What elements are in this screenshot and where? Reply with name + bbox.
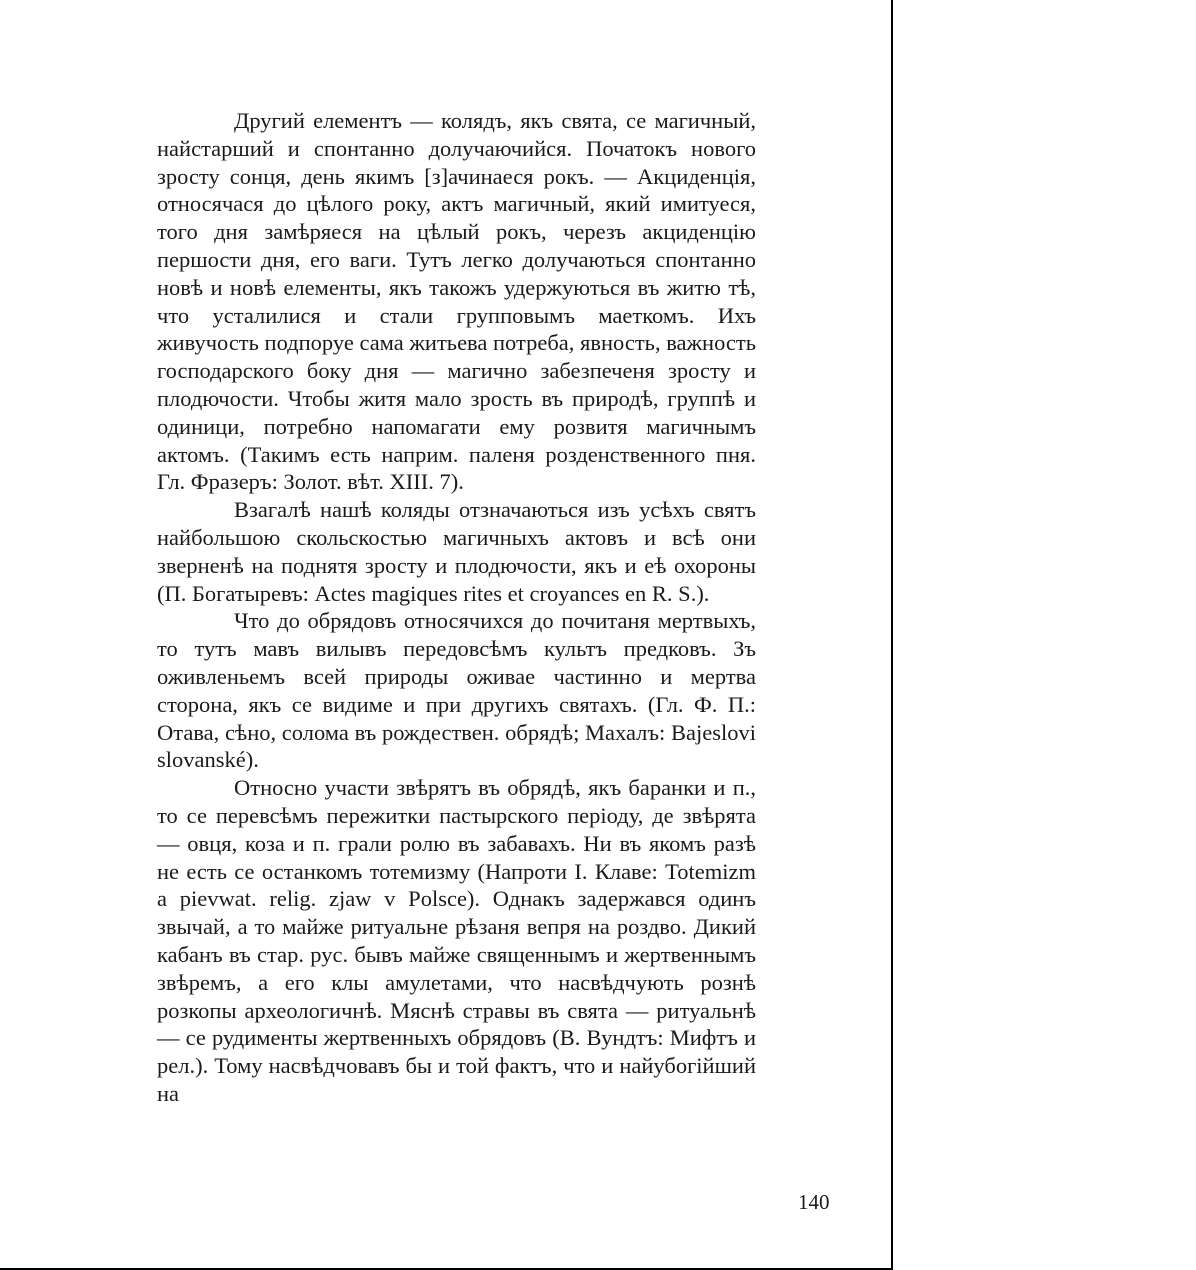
paragraph-1: Другий елементъ — колядъ, якъ свята, се магичный, найстарший и спонтанно долучаючийся. Початокъ нового зросту сонця, день якимъ [з]ачинаеся рокъ. — Акциденція, относячася до цѣлого року, актъ магичный, який имитуеся, того дня замѣряеся на цѣлый рокъ, черезъ акциденцію першости дня, его ваги. Тутъ легко долучаються спонтанно новѣ и новѣ елементы, якъ такожъ удержуються въ житю тѣ, что усталилися и стали групповымъ маеткомъ. Ихъ живучость подпоруе сама житьева потреба, явность, важность господарского боку дня — магично забезпеченя зросту и плодючости. Чтобы житя мало зрость въ природѣ, группѣ и одиници, потребно напомагати ему розвитя магичнымъ актомъ. (Такимъ есть наприм. паленя розденственного пня. Гл. Фразеръ: Золот. вѣт. XIII. 7). <box>157 108 756 495</box>
paragraph-3: Что до обрядовъ относячихся до почитаня мертвыхъ, то тутъ мавъ вилывъ передовсѣмъ культъ предковъ. Зъ оживленьемъ всей природы оживае частинно и мертва сторона, якъ се видиме и при другихъ святахъ. (Гл. Ф. П.: Отава, сѣно, солома въ рождествен. обрядѣ; Махалъ: Bajeslovi slovanské). <box>157 608 756 773</box>
paragraph-2: Взагалѣ нашѣ коляды отзначаються изъ усѣхъ святъ найбольшою скольскостью магичныхъ актовъ и всѣ они зверненѣ на поднятя зросту и плодючости, якъ и еѣ охороны (П. Богатыревъ: Actes magiques rites et croyances en R. S.). <box>157 497 756 606</box>
paragraph-4: Относно участи звѣрятъ въ обрядѣ, якъ баранки и п., то се перевсѣмъ пережитки пастырского періоду, де звѣрята — овця, коза и п. грали ролю въ забавахъ. Ни въ якомъ разѣ не есть се останкомъ тотемизму (Напроти І. Клаве: Totemizm a pievwat. relig. zjaw v Polsce). Однакъ задержався одинъ звычай, а то майже ритуальне рѣзаня вепря на роздво. Дикий кабанъ въ стар. рус. бывъ майже священнымъ и жертвеннымъ звѣремъ, а его клы амулетами, что насвѣдчують рознѣ розкопы археологичнѣ. Мяснѣ стравы въ свята — ритуальнѣ — се рудименты жертвенныхъ обрядовъ (В. Вундтъ: Мифтъ и рел.). Тому насвѣдчовавъ бы и той фактъ, что и найубогійший на <box>157 775 756 1106</box>
body-text <box>157 107 756 1108</box>
page-number: 140 <box>798 1190 830 1214</box>
